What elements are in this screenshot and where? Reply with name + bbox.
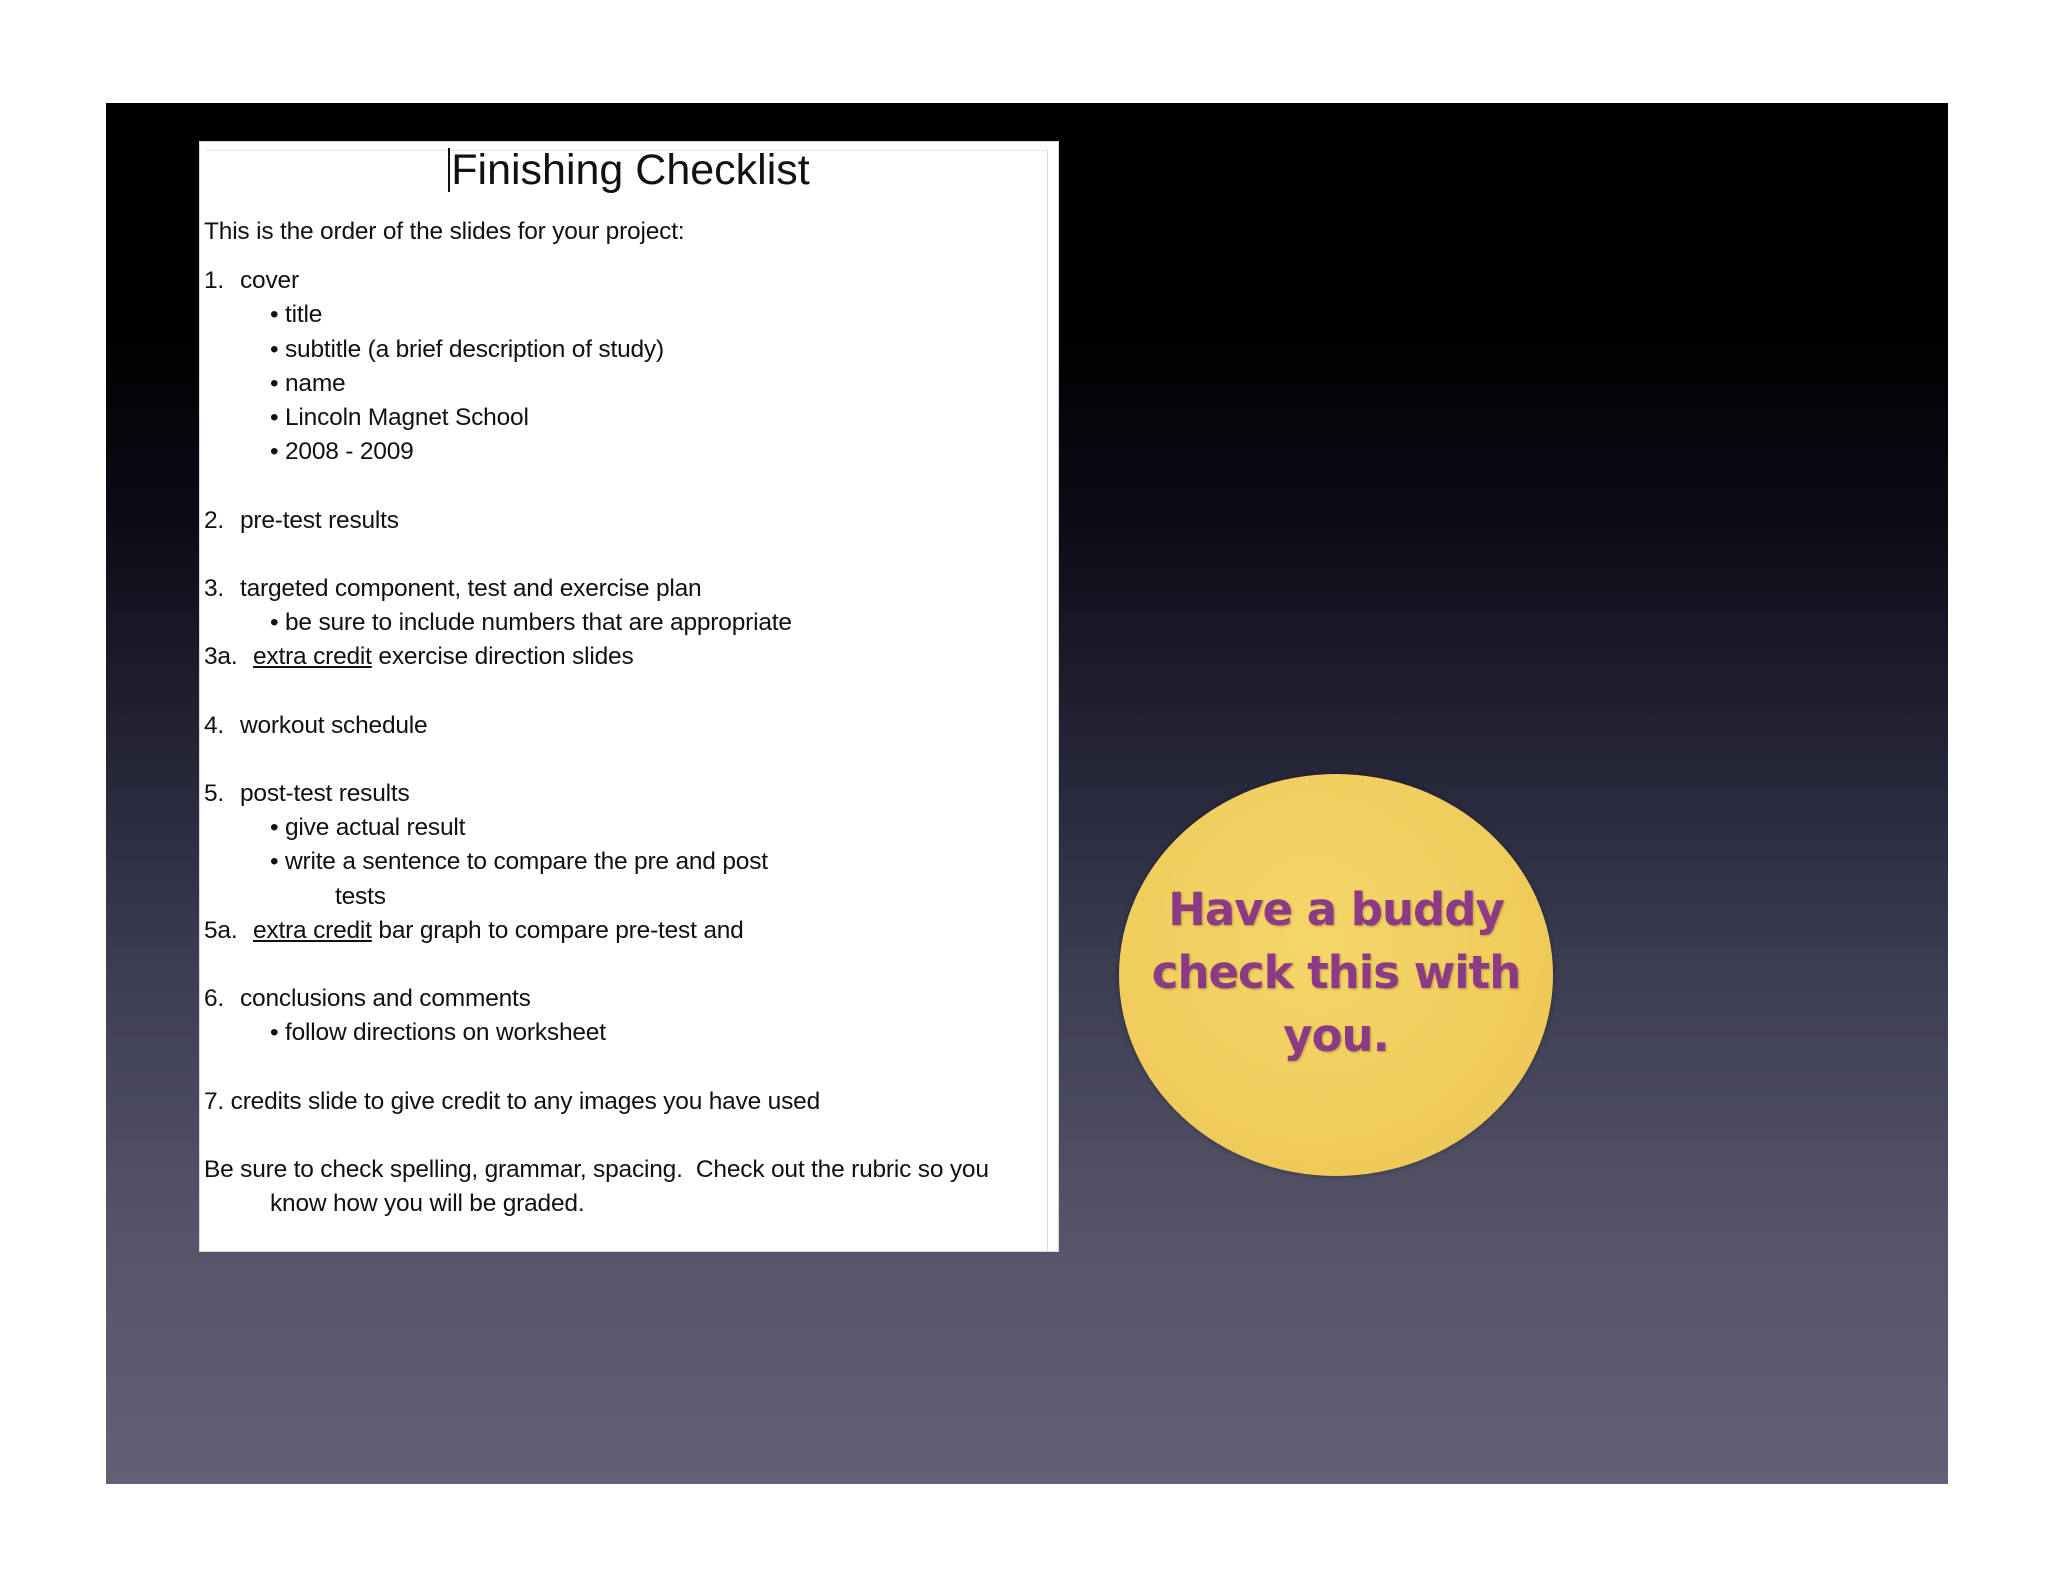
item-number: 4.	[204, 711, 225, 739]
bullet-dot: •	[270, 848, 279, 876]
bullet-dot: •	[270, 438, 279, 466]
bullet-item	[204, 333, 1044, 367]
text-cursor	[448, 148, 450, 192]
page-edge	[1047, 150, 1048, 1251]
bullet-item	[204, 1016, 1044, 1050]
item-number: 3a.	[204, 643, 238, 671]
list-item-conclusions	[204, 982, 1044, 1016]
intro-line: This is the order of the slides for your project:	[204, 218, 685, 245]
callout-line: check this with	[1151, 946, 1521, 999]
list-item-extra-credit-5a	[204, 914, 1044, 948]
item-label: targeted component, test and exercise plan	[240, 574, 702, 602]
list-item-targeted-component	[204, 572, 1044, 606]
bullet-dot: •	[270, 814, 279, 842]
bullet-item	[204, 435, 1044, 469]
item-label: post-test results	[240, 780, 410, 807]
bullet-text: Lincoln Magnet School	[285, 403, 529, 431]
extra-credit-label: extra credit	[253, 643, 372, 671]
list-item-post-test	[204, 777, 1044, 811]
item-label: workout schedule	[240, 711, 428, 739]
list-item-credits: 7. credits slide to give credit to any images you have used	[204, 1087, 821, 1115]
closing-note-continuation: know how you will be graded.	[270, 1190, 585, 1218]
bullet-text: write a sentence to compare the pre and post	[285, 848, 768, 876]
item-number: 5a.	[204, 916, 238, 944]
bullet-dot: •	[270, 335, 279, 363]
item-number: 5.	[204, 780, 225, 807]
bullet-item	[204, 811, 1044, 845]
bullet-dot: •	[270, 1019, 279, 1047]
bullet-text: be sure to include numbers that are appropriate	[285, 609, 792, 637]
bullet-text: follow directions on worksheet	[285, 1019, 606, 1047]
bullet-item	[204, 606, 1044, 640]
bullet-text: give actual result	[285, 814, 466, 842]
item-label: conclusions and comments	[240, 985, 531, 1013]
document-title-text: Finishing Checklist	[451, 146, 810, 194]
bullet-dot: •	[270, 609, 279, 637]
extra-credit-label: extra credit	[253, 916, 372, 944]
bullet-dot: •	[270, 301, 279, 329]
bullet-text: name	[285, 369, 346, 397]
bullet-item	[204, 845, 1044, 879]
bullet-text: subtitle (a brief description of study)	[285, 335, 664, 363]
bullet-item	[204, 367, 1044, 401]
bullet-dot: •	[270, 369, 279, 397]
bullet-text: 2008 - 2009	[285, 438, 414, 466]
callout-line: you.	[1283, 1009, 1389, 1062]
item-label: exercise direction slides	[371, 643, 634, 671]
bullet-item	[204, 401, 1044, 435]
slide	[106, 103, 1948, 1484]
item-number: 1.	[204, 267, 225, 295]
bullet-text: title	[285, 301, 323, 329]
list-item-workout-schedule	[204, 709, 1044, 743]
callout-line: Have a buddy	[1168, 883, 1504, 936]
bullet-item	[204, 298, 1044, 332]
bullet-dot: •	[270, 403, 279, 431]
checklist-document	[199, 141, 1059, 1252]
buddy-check-callout	[1119, 774, 1553, 1176]
item-label: cover	[240, 267, 299, 295]
list-item-cover	[204, 264, 1044, 298]
item-number: 2.	[204, 506, 225, 534]
list-item-pre-test	[204, 504, 1044, 538]
callout-text	[1119, 878, 1553, 1067]
item-number: 3.	[204, 574, 225, 602]
item-number: 6.	[204, 985, 225, 1013]
document-body	[204, 215, 1044, 1221]
item-label: pre-test results	[240, 506, 399, 534]
list-item-extra-credit-3a	[204, 640, 1044, 674]
closing-note: Be sure to check spelling, grammar, spacing. Check out the rubric so you	[204, 1156, 989, 1184]
item-label: bar graph to compare pre-test and	[371, 916, 744, 944]
document-title	[200, 142, 1058, 198]
bullet-continuation: tests	[335, 882, 386, 910]
